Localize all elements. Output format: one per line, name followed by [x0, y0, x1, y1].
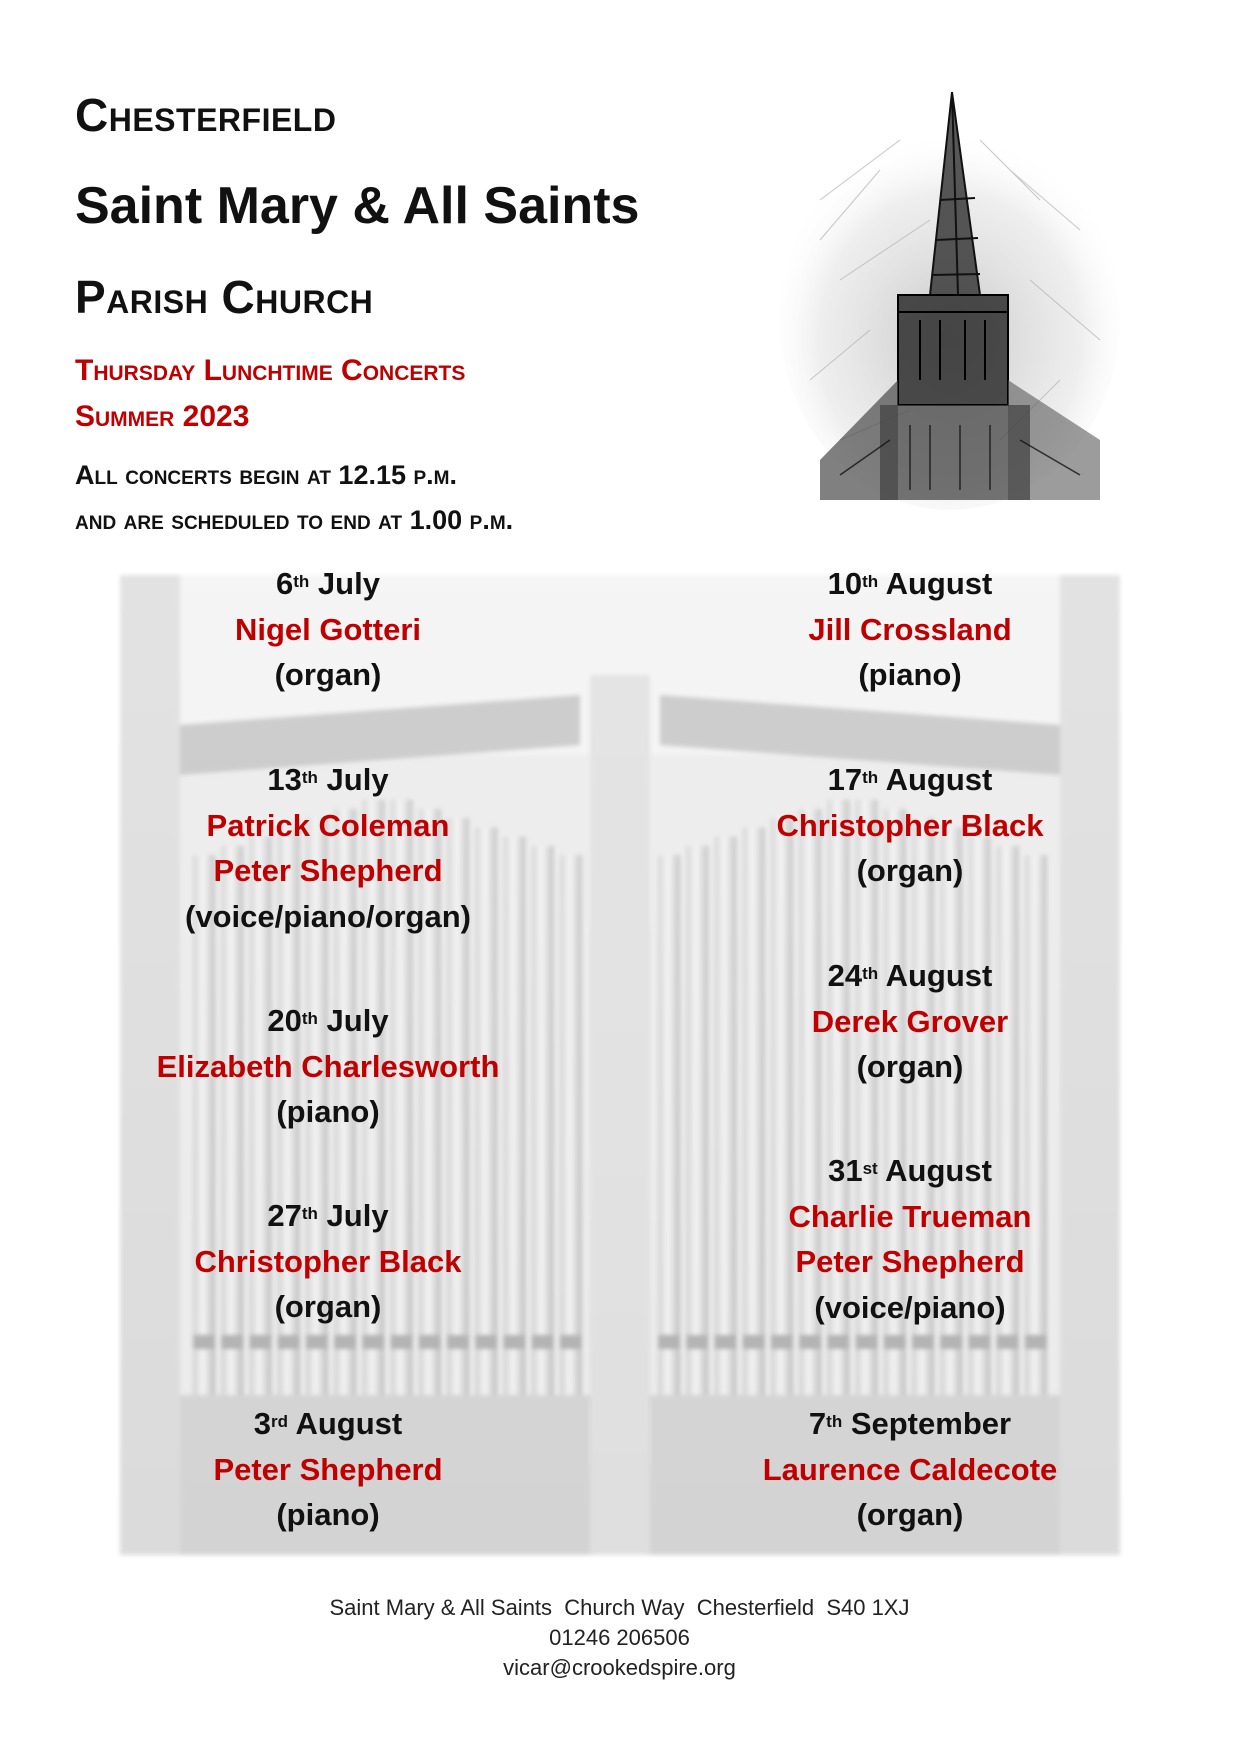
concert-date: 7th September — [808, 1406, 1012, 1441]
footer-email: vicar@crookedspire.org — [503, 1655, 736, 1680]
concert-entry — [650, 561, 1170, 698]
footer-phone: 01246 206506 — [549, 1625, 690, 1650]
concert-performer: Peter Shepherd — [795, 1244, 1025, 1279]
concert-entry — [650, 757, 1170, 894]
timing-start: All concerts begin at 12.15 p.m. — [75, 460, 457, 490]
concert-entry — [650, 953, 1170, 1090]
concert-performer: Peter Shepherd — [213, 1451, 443, 1487]
concert-instrument: (organ) — [856, 853, 964, 888]
concert-performer: Laurence Caldecote — [762, 1451, 1058, 1487]
season-title: Summer 2023 — [75, 400, 250, 433]
timing-end: and are scheduled to end at 1.00 p.m. — [75, 505, 514, 535]
title-line-3: Parish Church — [75, 271, 374, 323]
title-line-1: Chesterfield — [75, 89, 337, 141]
concert-performer: Charlie Trueman — [788, 1198, 1032, 1234]
concert-performer: Derek Grover — [811, 1003, 1009, 1039]
concert-date: 20th July — [267, 1003, 389, 1038]
concert-date: 13th July — [267, 762, 389, 797]
concert-entry — [68, 757, 588, 939]
concert-performer: Christopher Black — [194, 1243, 462, 1279]
concert-date: 6th July — [276, 566, 380, 601]
concert-date: 24th August — [827, 958, 993, 993]
concert-instrument: (piano) — [276, 1497, 380, 1532]
concert-date: 3rd August — [253, 1406, 403, 1441]
concert-entry — [68, 1401, 588, 1538]
concert-instrument: (piano) — [858, 657, 962, 692]
concert-date: 31st August — [828, 1153, 992, 1188]
series-title: Thursday Lunchtime Concerts — [75, 354, 466, 387]
concert-performer: Nigel Gotteri — [234, 611, 421, 647]
footer-address: Saint Mary & All Saints Church Way Chesterfield S40 1XJ — [329, 1595, 910, 1620]
concert-entry — [650, 1148, 1170, 1330]
concert-instrument: (organ) — [856, 1049, 964, 1084]
concert-performer: Peter Shepherd — [213, 853, 443, 888]
concert-date: 27th July — [267, 1198, 389, 1233]
concert-instrument: (voice/piano) — [814, 1289, 1006, 1325]
concert-date: 10th August — [827, 566, 993, 601]
concert-entry — [68, 1193, 588, 1330]
church-spire-sketch — [780, 80, 1120, 510]
concert-performer: Patrick Coleman — [206, 807, 450, 843]
concert-performer: Jill Crossland — [808, 611, 1012, 647]
concert-instrument: (organ) — [856, 1497, 964, 1532]
concert-performer: Elizabeth Charlesworth — [156, 1048, 500, 1084]
concert-instrument: (organ) — [274, 657, 382, 692]
title-line-2: Saint Mary & All Saints — [75, 177, 640, 235]
concert-performer: Christopher Black — [776, 807, 1044, 843]
concert-date: 17th August — [827, 762, 993, 797]
concert-instrument: (voice/piano/organ) — [185, 898, 471, 934]
concert-instrument: (organ) — [274, 1289, 382, 1324]
concert-entry — [68, 561, 588, 698]
concert-instrument: (piano) — [276, 1094, 380, 1129]
concert-entry — [650, 1401, 1170, 1538]
concert-entry — [68, 998, 588, 1135]
